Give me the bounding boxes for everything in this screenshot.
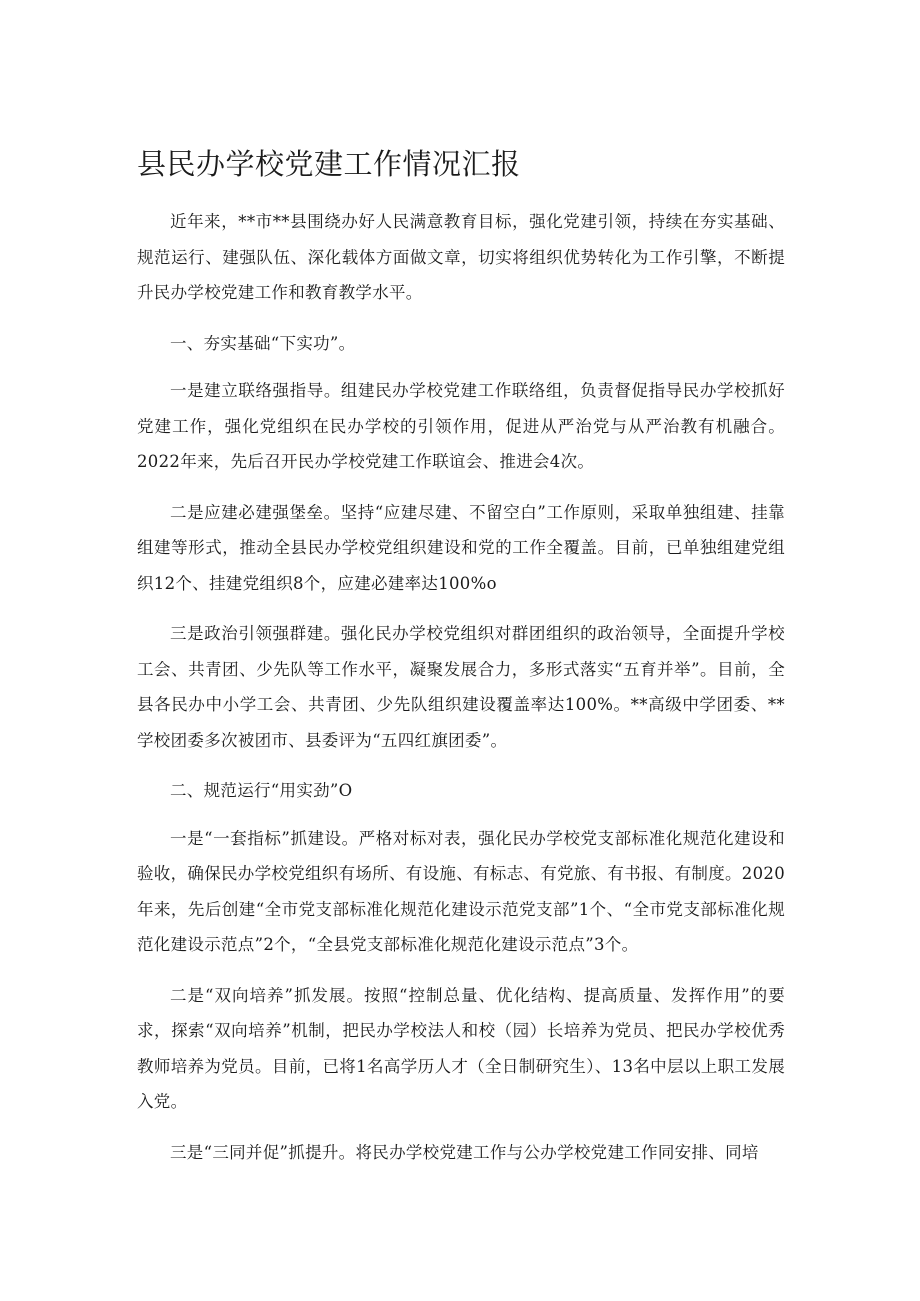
paragraph-2-2: 二是“双向培养”抓发展。按照“控制总量、优化结构、提高质量、发挥作用”的要求，探索“双向培养”机制，把民办学校法人和校（园）长培养为党员、把民办学校优秀教师培养为党员。目前，已将1名高学历人才（全日制研究生）、13名中层以上职工发展入党。	[137, 985, 785, 1111]
section-heading-1: 一、夯实基础“下实功”。	[170, 333, 356, 353]
paragraph-2-1: 一是“一套指标”抓建设。严格对标对表，强化民办学校党支部标准化规范化建设和验收，确保民办学校党组织有场所、有设施、有标志、有党旅、有书报、有制度。2020年来，先后创建“全市党支部标准化规范化建设示范党支部”1个、“全市党支部标准化规范化建设示范点”2个，“全县党支部标准化规范化建设示范点”3个。	[137, 828, 785, 954]
document-title: 县民办学校党建工作情况汇报	[137, 147, 521, 181]
paragraph-1-1: 一是建立联络强指导。组建民办学校党建工作联络组，负责督促指导民办学校抓好党建工作，强化党组织在民办学校的引领作用，促进从严治党与从严治教有机融合。2022年来，先后召开民办学校党建工作联谊会、推进会4次。	[137, 381, 785, 471]
paragraph-1-2: 二是应建必建强堡垒。坚持“应建尽建、不留空白”工作原则，采取单独组建、挂靠组建等形式，推动全县民办学校党组织建设和党的工作全覆盖。目前，已单独组建党组织12个、挂建党组织8个，应建必建率达100%o	[137, 502, 785, 593]
paragraph-1-3: 三是政治引领强群建。强化民办学校党组织对群团组织的政治领导，全面提升学校工会、共青团、少先队等工作水平，凝聚发展合力，多形式落实“五育并举”。目前，全县各民办中小学工会、共青团、少先队组织建设覆盖率达100%。**高级中学团委、**学校团委多次被团市、县委评为“五四红旗团委”。	[137, 624, 785, 750]
document-body	[137, 204, 785, 1185]
paragraph-2-3: 三是“三同并促”抓提升。将民办学校党建工作与公办学校党建工作同安排、同培	[170, 1142, 759, 1162]
intro-paragraph: 近年来，**市**县围绕办好人民满意教育目标，强化党建引领，持续在夯实基础、规范运行、建强队伍、深化载体方面做文章，切实将组织优势转化为工作引擎，不断提升民办学校党建工作和教育教学水平。	[137, 212, 785, 302]
section-heading-2: 二、规范运行“用实劲”O	[170, 781, 353, 800]
